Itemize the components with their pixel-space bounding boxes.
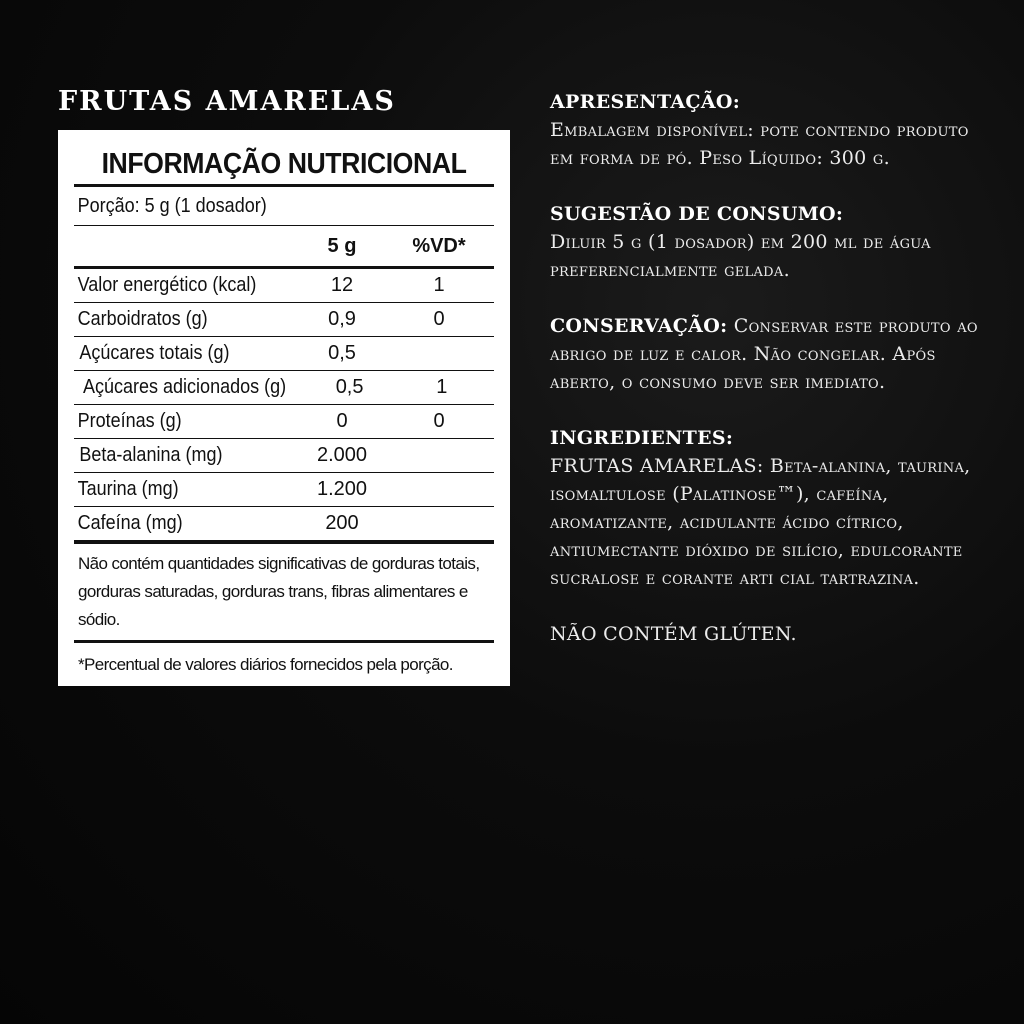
portion-label: Porção: 5 g (1 dosador) bbox=[77, 194, 267, 217]
nutrient-name: Valor energético (kcal) bbox=[77, 274, 257, 296]
nutrient-row bbox=[74, 405, 494, 439]
nutrient-row bbox=[74, 507, 494, 544]
nutrient-amount: 12 bbox=[330, 274, 354, 296]
portion-row bbox=[74, 187, 494, 226]
nutrient-row bbox=[74, 371, 494, 405]
nutrient-amount: 0 bbox=[336, 410, 348, 432]
storage-heading: CONSERVAÇÃO: bbox=[550, 315, 728, 337]
nutrient-name: Proteínas (g) bbox=[77, 410, 182, 432]
ingredients-section bbox=[550, 424, 980, 592]
gluten-notice: NÃO CONTÉM GLÚTEN. bbox=[550, 623, 797, 645]
column-header-amount: 5 g bbox=[327, 234, 357, 257]
nutrient-name: Cafeína (mg) bbox=[77, 512, 183, 534]
nutrient-vd: 1 bbox=[436, 376, 448, 398]
product-info bbox=[550, 88, 980, 676]
storage-text: Conservar este produto ao abrigo de luz e calor. Não congelar. Após aberto, o consumo deve ser imediato. bbox=[550, 315, 978, 393]
nutrient-amount: 0,5 bbox=[335, 376, 364, 398]
nutrient-row bbox=[74, 337, 494, 371]
nutrient-name: Taurina (mg) bbox=[77, 478, 179, 500]
nutrient-name: Beta-alanina (mg) bbox=[79, 444, 223, 466]
nutrient-amount: 0,5 bbox=[328, 342, 356, 364]
ingredients-text: FRUTAS AMARELAS: Beta-alanina, taurina, isomaltulose (Palatinose™), cafeína, aromatizante, acidulante ácido cítrico, antiumectante dióxido de silício, edulcorante sucralose e corante arti cial tartrazina. bbox=[550, 455, 971, 589]
presentation-section bbox=[550, 88, 980, 172]
nutrient-row bbox=[74, 439, 494, 473]
daily-values-footnote: *Percentual de valores diários fornecidos pela porção. bbox=[78, 655, 453, 674]
nutrient-name: Açúcares adicionados (g) bbox=[83, 376, 287, 398]
nutrient-amount: 0,9 bbox=[328, 308, 356, 330]
presentation-text: Embalagem disponível: pote contendo produto em forma de pó. Peso Líquido: 300 g. bbox=[550, 119, 969, 169]
column-header-row bbox=[74, 226, 494, 269]
usage-text: Diluir 5 g (1 dosador) em 200 ml de água preferencialmente gelada. bbox=[550, 231, 931, 281]
nutrition-title: INFORMAÇÃO NUTRICIONAL bbox=[101, 148, 467, 180]
nutrient-vd: 1 bbox=[433, 274, 445, 296]
nutrient-vd: 0 bbox=[433, 410, 445, 432]
usage-section bbox=[550, 200, 980, 284]
nutrient-row bbox=[74, 303, 494, 337]
usage-heading: SUGESTÃO DE CONSUMO: bbox=[550, 203, 844, 225]
nutrient-name: Açúcares totais (g) bbox=[79, 342, 230, 364]
column-header-vd: %VD* bbox=[412, 234, 466, 257]
nutrient-name: Carboidratos (g) bbox=[77, 308, 208, 330]
flavor-title: FRUTAS AMARELAS bbox=[58, 86, 396, 117]
nutrient-vd: 0 bbox=[433, 308, 445, 330]
nutrient-row bbox=[74, 473, 494, 507]
nutrient-amount: 200 bbox=[325, 512, 359, 534]
nutrition-facts-panel bbox=[58, 130, 510, 686]
nutrient-row bbox=[74, 269, 494, 303]
nutrient-amount: 2.000 bbox=[316, 444, 368, 466]
nutrient-amount: 1.200 bbox=[316, 478, 368, 500]
ingredients-heading: INGREDIENTES: bbox=[550, 427, 734, 449]
storage-section bbox=[550, 312, 980, 396]
insignificant-amounts-note: Não contém quantidades significativas de gorduras totais, gorduras saturadas, gorduras trans, fibras alimentares e sódio. bbox=[74, 544, 494, 643]
presentation-heading: APRESENTAÇÃO: bbox=[550, 91, 741, 113]
